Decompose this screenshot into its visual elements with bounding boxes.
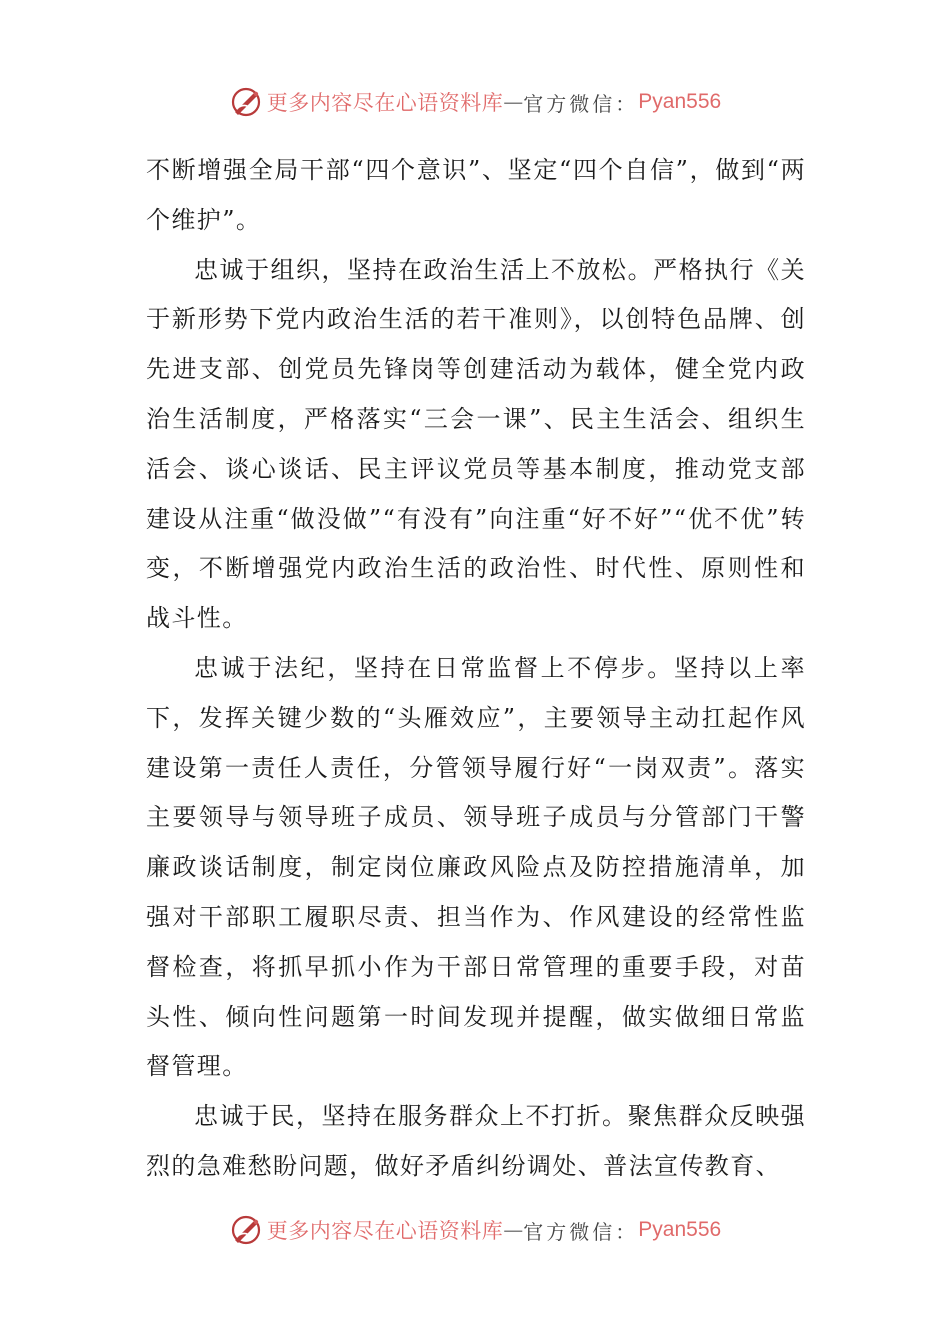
banner-site-text: 更多内容尽在心语资料库 — [266, 91, 504, 115]
banner-site-text: 更多内容尽在心语资料库 — [266, 1219, 504, 1243]
banner-separator: — — [503, 1218, 524, 1242]
document-body — [146, 146, 806, 1192]
paragraph-loyal-to-law: 忠诚于法纪，坚持在日常监督上不停步。坚持以上率下，发挥关键少数的“头雁效应”，主要领导主动扛起作风建设第一责任人责任，分管领导履行好“一岗双责”。落实主要领导与领导班子成员、领导班子成员与分管部门干警廉政谈话制度，制定岗位廉政风险点及防控措施清单，加强对干部职工履职尽责、担当作为、作风建设的经常性监督检查，将抓早抓小作为干部日常管理的重要手段，对苗头性、倾向性问题第一时间发现并提醒，做实做细日常监督管理。 — [146, 653, 806, 1081]
paragraph-1-continued: 不断增强全局干部“四个意识”、坚定“四个自信”，做到“两个维护”。 — [146, 156, 806, 234]
pen-circle-logo-icon — [229, 1213, 263, 1247]
header-watermark-banner — [0, 82, 950, 122]
footer-watermark-banner — [0, 1210, 950, 1250]
banner-wechat-id: Pyan556 — [638, 1218, 722, 1241]
banner-wechat-id: Pyan556 — [638, 90, 722, 113]
pen-circle-logo-icon — [229, 85, 263, 119]
banner-wechat-label: 官方微信： — [523, 1219, 639, 1244]
banner-wechat-label: 官方微信： — [523, 91, 639, 116]
banner-separator: — — [503, 90, 524, 114]
paragraph-loyal-to-people: 忠诚于民，坚持在服务群众上不打折。聚焦群众反映强烈的急难愁盼问题，做好矛盾纠纷调处、普法宣传教育、 — [146, 1102, 806, 1180]
paragraph-loyal-to-organization: 忠诚于组织，坚持在政治生活上不放松。严格执行《关于新形势下党内政治生活的若干准则》，以创特色品牌、创先进支部、创党员先锋岗等创建活动为载体，健全党内政治生活制度，严格落实“三会一课”、民主生活会、组织生活会、谈心谈话、民主评议党员等基本制度，推动党支部建设从注重“做没做”“有没有”向注重“好不好”“优不优”转变，不断增强党内政治生活的政治性、时代性、原则性和战斗性。 — [146, 255, 806, 633]
